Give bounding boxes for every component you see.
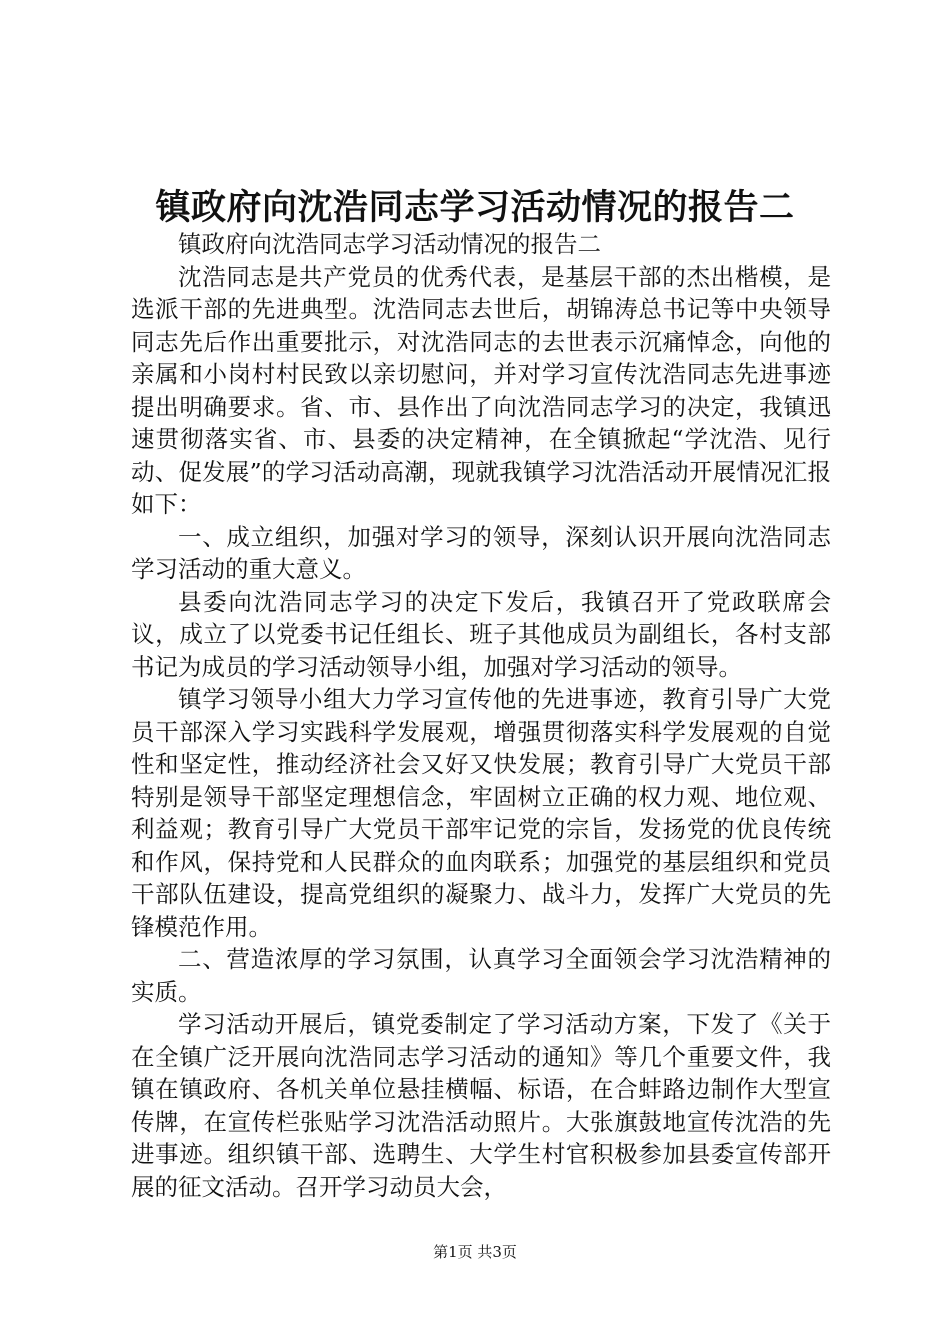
document-body [131, 228, 831, 1203]
body-paragraph: 镇学习领导小组大力学习宣传他的先进事迹，教育引导广大党员干部深入学习实践科学发展观，增强贯彻落实科学发展观的自觉性和坚定性，推动经济社会又好又快发展；教育引导广大党员干部特别是领导干部坚定理想信念，牢固树立正确的权力观、地位观、利益观；教育引导广大党员干部牢记党的宗旨，发扬党的优良传统和作风，保持党和人民群众的血肉联系；加强党的基层组织和党员干部队伍建设，提高党组织的凝聚力、战斗力，发挥广大党员的先锋模范作用。 [131, 685, 831, 941]
page-footer: 第1页 共3页 [433, 1243, 517, 1261]
body-paragraph: 县委向沈浩同志学习的决定下发后，我镇召开了党政联席会议，成立了以党委书记任组长、班子其他成员为副组长，各村支部书记为成员的学习活动领导小组，加强对学习活动的领导。 [131, 587, 831, 681]
document-title: 镇政府向沈浩同志学习活动情况的报告二 [155, 187, 795, 228]
body-paragraph: 镇政府向沈浩同志学习活动情况的报告二 [178, 230, 601, 258]
section-heading: 一、成立组织，加强对学习的领导，深刻认识开展向沈浩同志学习活动的重大意义。 [131, 522, 831, 583]
body-paragraph: 学习活动开展后，镇党委制定了学习活动方案，下发了《关于在全镇广泛开展向沈浩同志学习活动的通知》等几个重要文件，我镇在镇政府、各机关单位悬挂横幅、标语，在合蚌路边制作大型宣传牌，在宣传栏张贴学习沈浩活动照片。大张旗鼓地宣传沈浩的先进事迹。组织镇干部、选聘生、大学生村官积极参加县委宣传部开展的征文活动。召开学习动员大会， [131, 1010, 831, 1201]
body-paragraph: 沈浩同志是共产党员的优秀代表，是基层干部的杰出楷模，是选派干部的先进典型。沈浩同志去世后，胡锦涛总书记等中央领导同志先后作出重要批示，对沈浩同志的去世表示沉痛悼念，向他的亲属和小岗村村民致以亲切慰问，并对学习宣传沈浩同志先进事迹提出明确要求。省、市、县作出了向沈浩同志学习的决定，我镇迅速贯彻落实省、市、县委的决定精神，在全镇掀起“学沈浩、见行动、促发展”的学习活动高潮，现就我镇学习沈浩活动开展情况汇报如下： [131, 262, 831, 518]
section-heading: 二、营造浓厚的学习氛围，认真学习全面领会学习沈浩精神的实质。 [131, 945, 831, 1006]
